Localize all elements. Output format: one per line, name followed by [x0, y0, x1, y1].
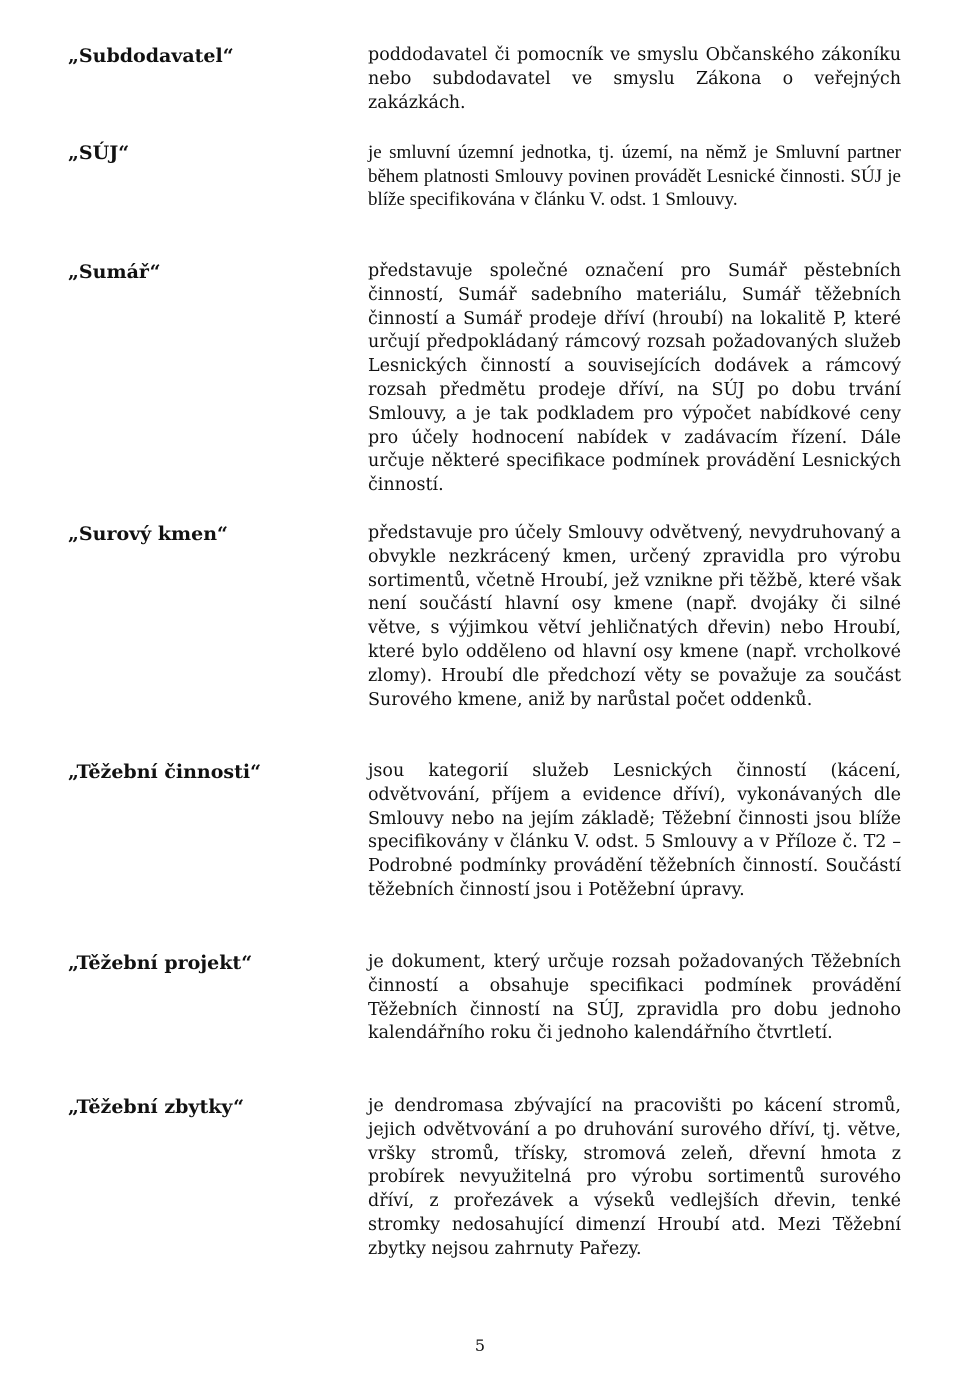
- term-label: „Sumář“: [68, 261, 161, 283]
- definition-text: je smluvní územní jednotka, tj. území, na němž je Smluvní partner během platnosti Smlouvy povinen provádět Lesnické činnosti. SÚJ je blíže specifikována v článku V. odst. 1 Smlouvy.: [368, 142, 901, 211]
- definition-text: jsou kategorií služeb Lesnických činností (kácení, odvětvování, příjem a evidence dříví), vykonávaných dle Smlouvy nebo na jejím základě; Těžební činnosti jsou blíže specifikovány v článku V. odst. 5 Smlouvy a v Příloze č. T2 – Podrobné podmínky provádění těžebních činností. Součástí těžebních činností jsou i Potěžební úpravy.: [368, 761, 901, 900]
- term-label: „Těžební projekt“: [68, 952, 253, 974]
- definition-text: je dendromasa zbývající na pracovišti po kácení stromů, jejich odvětvování a po druhování surového dříví, tj. větve, vršky stromů, třísky, stromová zeleň, dřevní hmota z probírek nevyužitelná pro výrobu sortimentů surového dříví, z prořezávek a výseků vedlejších dřevin, tenké stromky nedosahující dimenzí Hroubí atd. Mezi Těžební zbytky nejsou zahrnuty Pařezy.: [368, 1096, 901, 1259]
- term-label: „Subdodavatel“: [68, 45, 234, 67]
- definition-text: poddodavatel či pomocník ve smyslu Občanského zákoníku nebo subdodavatel ve smyslu Zákona o veřejných zakázkách.: [368, 45, 901, 113]
- definition-text: je dokument, který určuje rozsah požadovaných Těžebních činností a obsahuje specifikaci podmínek provádění Těžebních činností na SÚJ, zpravidla pro dobu jednoho kalendářního roku či jednoho kalendářního čtvrtletí.: [368, 952, 901, 1044]
- page-number: 5: [474, 1336, 486, 1355]
- term-label: „Surový kmen“: [68, 523, 228, 545]
- term-label: „Těžební činnosti“: [68, 761, 262, 783]
- definition-text: představuje společné označení pro Sumář pěstebních činností, Sumář sadebního materiálu, Sumář těžebních činností a Sumář prodeje dříví (hroubí) na lokalitě P, které určují předpokládaný rámcový rozsah požadovaných služeb Lesnických činností a souvisejících dodávek a rámcový rozsah předmětu prodeje dříví, na SÚJ po dobu trvání Smlouvy, a je tak podkladem pro výpočet nabídkové ceny pro účely hodnocení nabídek v zadávacím řízení. Dále určuje některé specifikace podmínek provádění Lesnických činností.: [368, 261, 901, 496]
- term-label: „Těžební zbytky“: [68, 1096, 245, 1118]
- definition-text: představuje pro účely Smlouvy odvětvený, nevydruhovaný a obvykle nezkrácený kmen, určený zpravidla pro výrobu sortimentů, včetně Hroubí, jež vznikne při těžbě, které však není součástí hlavní osy kmene (např. dvojáky či silné větve, s výjimkou větví jehličnatých dřevin) nebo Hroubí, které bylo odděleno od hlavní osy kmene (např. vrcholkové zlomy). Hroubí dle předchozí věty se považuje za součást Surového kmene, aniž by narůstal počet oddenků.: [368, 523, 901, 710]
- term-label: „SÚJ“: [68, 142, 130, 164]
